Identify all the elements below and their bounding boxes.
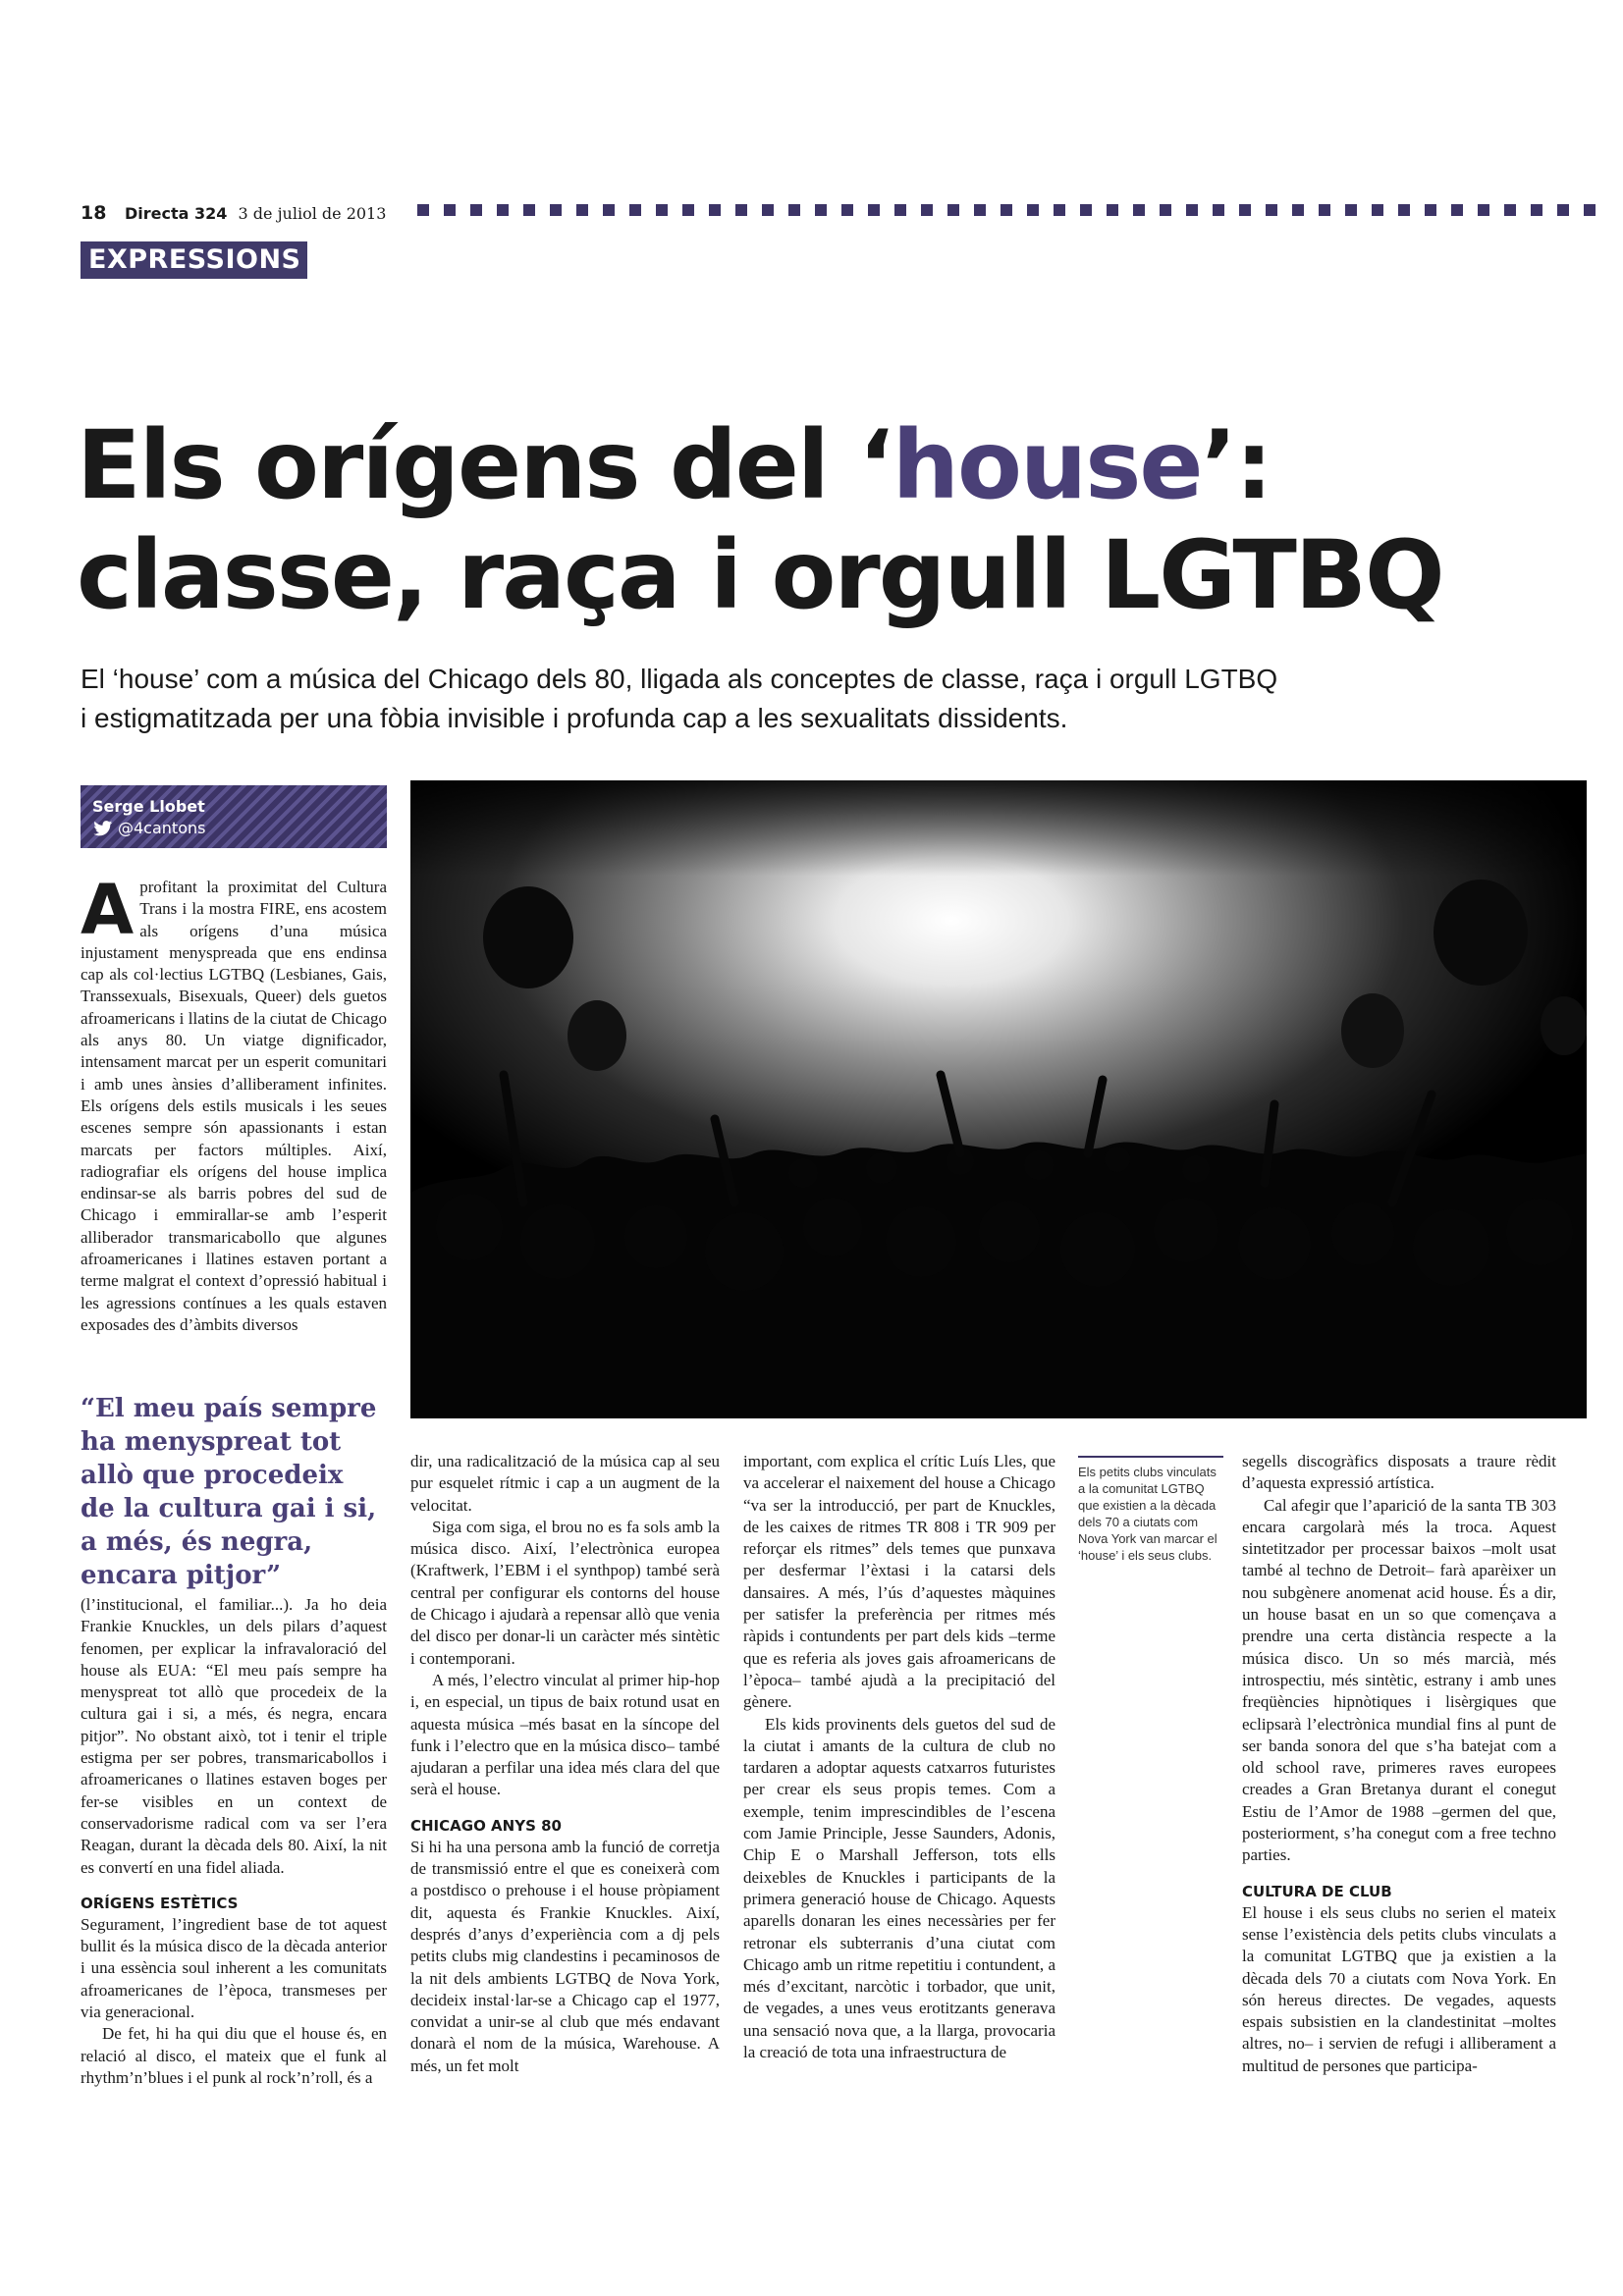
header-dotted-rule xyxy=(417,204,1610,216)
paragraph: segells discogràfics disposats a traure rèdit d’aquesta expressió artística. xyxy=(1242,1452,1556,1493)
paragraph: Els kids provinents dels guetos del sud de la ciutat i amants de la cultura de club no tardaren a adoptar aquests catxarros futuristes per crear els seus propis temes. Com a exemple, tenim imprescindibles de l’escena com Jamie Principle, Jesse Saunders, Adonis, Chip E o Marshall Jefferson, tots ells deixebles de Knuckles i participants de la primera generació house de Chicago. Aquests aparells donaran les eines necessàries per fer retronar els subterranis d’una ciutat com Chicago amb un ritme repetitiu i contundent, a més d’excitant, narcòtic i torbador, que unit, de vegades, a unes veus erotitzants generava una sensació nova que, a la llarga, provocaria la creació de tota una infraestructura de xyxy=(743,1714,1055,2062)
body-column-2 xyxy=(410,1451,720,2077)
headline-part1: Els orígens del ‘ xyxy=(77,410,893,520)
standfirst-line1: El ‘house’ com a música del Chicago dels 80, lligada als conceptes de classe, raça i orgull LGTBQ xyxy=(81,664,1278,694)
standfirst xyxy=(81,660,1514,738)
body-column-1-continued xyxy=(81,1594,387,2089)
pull-quote: “El meu país sempre ha menyspreat tot allò que procedeix de la cultura gai i si, a més, és negra, encara pitjor” xyxy=(81,1394,377,1590)
paragraph: important, com explica el crític Luís Lles, que va accelerar el naixement del house a Chicago “va ser la introducció, per part de Knuckles, de les caixes de ritmes TR 808 i TR 909 per reforçar els ritmes” dels temes que punxava per desfermar l’èxtasi i la catarsi dels dansaires. A més, l’ús d’aquestes màquines per satisfer la preferència per ritmes més ràpids i contundents per part dels kids –terme que es referia als joves gais afroamericans de l’època– també ajudà a la precipitació del gènere. xyxy=(743,1452,1055,1712)
paragraph: (l’institucional, el familiar...). Ja ho deia Frankie Knuckles, un dels pilars d’aquest fenomen, per explicar la infravaloració del house als EUA: “El meu país sempre ha menyspreat tot allò que procedeix de la cultura gai i si, a més, és negra, encara pitjor”. No obstant això, tot i tenir el triple estigma per ser pobres, transmaricabollos i afroamericanes o llatines estaven boges per fer-se visibles en un context de conservadorisme radical com va ser l’era Reagan, durant la dècada dels 80. Així, la nit es convertí en una fidel aliada. xyxy=(81,1595,387,1877)
paragraph: Cal afegir que l’aparició de la santa TB 303 encara cargolarà més la troca. Aquest sintetitzador per processar baixos –molt usat també al techno de Detroit– farà aparèixer un nou subgènere anomenat acid house. És a dir, un house basat en un so que començava a prendre una certa distància respecte a la música disco. Un so més marcià, més introspectiu, més sintètic, estrany i amb unes freqüències hipnòtiques i lisèrgiques que eclipsarà l’electrònica mundial fins al punt de ser banda sonora del que s’ha batejat com a old school rave, primeres raves europees creades a Gran Bretanya durant el conegut Estiu de l’Amor de 1988 –germen del que, posteriorment, s’ha conegut com a free techno parties. xyxy=(1242,1495,1556,1865)
subheading-cultura: CULTURA DE CLUB xyxy=(1242,1882,1392,1900)
twitter-bird-icon xyxy=(92,821,114,836)
twitter-handle: @4cantons xyxy=(118,819,206,837)
subheading-chicago: CHICAGO ANYS 80 xyxy=(410,1816,562,1835)
issue-date: 3 de juliol de 2013 xyxy=(238,204,387,223)
body-column-1 xyxy=(81,870,387,1336)
paragraph: A més, l’electro vinculat al primer hip-hop i, en especial, un tipus de baix rotund usat en aquesta música –més basat en la síncope del funk i l’electro que en la música disco– també ajudaran a perfilar una idea més clara del que serà el house. xyxy=(410,1670,720,1799)
intro-text: profitant la proximitat del Cultura Trans i la mostra FIRE, ens acostem als orígens d’una música injustament menyspreada que ens endinsa cap als col·lectius LGTBQ (Lesbianes, Gais, Transsexuals, Bisexuals, Queer) dels guetos afroamericans i llatins de la ciutat de Chicago als anys 80. Un viatge dignificador, intensament marcat per un esperit comunitari i amb unes ànsies d’alliberament infinites. Els orígens dels estils musicals i les seues escenes sempre són apassionants i estan marcats per factors múltiples. Així, radiografiar els orígens del house implica endinsar-se als barris pobres del sud de Chicago i emmirallar-se amb l’esperit alliberador transmaricabollo que algunes afroamericanes i llatines estaven portant a terme malgrat el context d’opressió habitual i les agressions contínues a les quals estaven exposades des d’àmbits diversos xyxy=(81,878,387,1334)
section-label: EXPRESSIONS xyxy=(81,241,307,279)
author-twitter xyxy=(92,819,205,837)
paragraph: Si hi ha una persona amb la funció de corretja de transmissió entre el que es coneixerà com a postdisco o prehouse i el house pròpiament dit, aquesta és Frankie Knuckles. Així, després d’anys d’experiència com a dj pels petits clubs mig clandestins i pecaminosos de la nit dels ambients LGTBQ de Nova York, decideix instal·lar-se a Chicago cap el 1977, convidat a unir-se al club que més endavant donarà el nom de la música, Warehouse. A més, un fet molt xyxy=(410,1837,720,2075)
intro-paragraph xyxy=(81,870,387,1336)
drop-cap: A xyxy=(81,870,135,950)
subheading-origens: ORÍGENS ESTÈTICS xyxy=(81,1894,239,1912)
headline-part2: ’: xyxy=(1201,410,1271,520)
headline-line2: classe, raça i orgull LGTBQ xyxy=(77,520,1443,630)
paragraph: Segurament, l’ingredient base de tot aquest bullit és la música disco de la dècada anterior i una essència soul inherent a les comunitats afroamericanes de l’època, transmeses per via generacional. xyxy=(81,1914,387,2022)
byline-box xyxy=(81,785,387,848)
body-column-4 xyxy=(1242,1451,1556,2077)
photo-caption: Els petits clubs vinculats a la comunitat LGTBQ que existien a la dècada dels 70 a ciutats com Nova York van marcar el ‘house’ i els seus clubs. xyxy=(1078,1456,1223,1564)
club-crowd-illustration xyxy=(410,780,1587,1418)
body-column-3 xyxy=(743,1451,1055,2063)
issue-info xyxy=(125,204,386,223)
headline xyxy=(77,410,1589,630)
page-number: 18 xyxy=(81,202,107,224)
headline-accent: house xyxy=(892,410,1202,520)
author-name: Serge Llobet xyxy=(92,797,205,816)
standfirst-line2: i estigmatitzada per una fòbia invisible i profunda cap a les sexualitats dissidents. xyxy=(81,703,1068,733)
paragraph: Siga com siga, el brou no es fa sols amb la música disco. Així, l’electrònica europea (Kraftwerk, l’EBM i el synthpop) també serà central per configurar els contorns del house de Chicago i ajudarà a repensar allò que venia del disco per donar-li un caràcter més sintètic i contemporani. xyxy=(410,1517,720,1668)
paragraph: De fet, hi ha qui diu que el house és, en relació al disco, el mateix que el funk al rhythm’n’blues i el punk al rock’n’roll, és a xyxy=(81,2024,387,2087)
club-crowd-photo xyxy=(410,780,1587,1418)
publication-name: Directa 324 xyxy=(125,204,228,223)
paragraph: El house i els seus clubs no serien el mateix sense l’existència dels petits clubs vinculats a la comunitat LGTBQ que ja existien a la dècada dels 70 a ciutats com Nova York. En són hereus directes. De vegades, aquests espais subsistien en la clandestinitat –moltes altres, no– i servien de refugi i alliberament a multitud de persones que participa- xyxy=(1242,1902,1556,2075)
paragraph: dir, una radicalització de la música cap al seu pur esquelet rítmic i cap a un augment de la velocitat. xyxy=(410,1452,720,1515)
